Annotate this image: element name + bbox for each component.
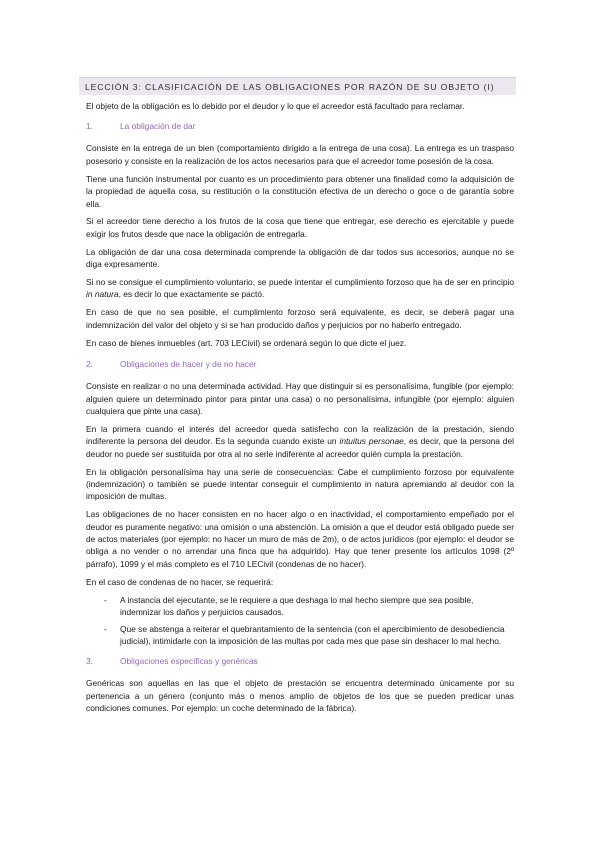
dash-marker: - [104,623,107,634]
document-body [86,100,514,720]
intro-paragraph: El objeto de la obligación es lo debido por el deudor y lo que el acreedor está facultado para reclamar. [86,101,465,111]
section-heading-1 [86,120,514,132]
list-item [104,623,514,648]
italic-term: intuitus personae [339,436,404,447]
italic-term: in natura [86,289,119,300]
dash-marker: - [104,594,107,605]
paragraph: Si el acreedor tiene derecho a los frutos de la cosa que tiene que entregar, ese derecho es ejercitable y puede exigir los frutos desde que nace la obligación de entregarla. [86,216,514,239]
paragraph: En caso de bienes inmuebles (art. 703 LECivil) se ordenará según lo que dicte el juez. [86,337,407,348]
section-number: 1. [86,121,93,132]
section-heading-2 [86,358,514,370]
paragraph: En el caso de condenas de no hacer, se requerirá: [86,576,274,587]
paragraph: Las obligaciones de no hacer consisten en no hacer algo o en inactividad, el comportamiento empeñado por el deudor es puramente negativo: una omisión o una abstención. La omisión a que el deudor está obligado puede ser de actos materiales (por ejemplo: no hacer un muro de más de 2m), o de actos jurídicos (por ejemplo: el deudor se obliga a no vender o no arrendar una finca que ha adquirido). Hay que tener presente los artículos 1098 (2º párrafo), 1099 y el más completo es el 710 LECivil (condenas de no hacer). [86,509,514,569]
paragraph [86,423,514,460]
section-title: Obligaciones específicas y genéricas [120,656,258,667]
paragraph: En caso de que no sea posible, el cumplimiento forzoso será equivalente, es decir, se deberá pagar una indemnización del valor del objeto y si se han producido daños y perjuicios por no haberlo entregado. [86,307,514,330]
text-run: , es decir lo que exactamente se pactó. [118,289,265,300]
paragraph: Consiste en la entrega de un bien (comportamiento dirigido a la entrega de una cosa). La entrega es un traspaso posesorio y consiste en la realización de los actos necesarios para que el acreedor tome posesión de la cosa. [86,143,514,166]
paragraph: Genéricas son aquellas en las que el objeto de prestación se encuentra determinado únicamente por su pertenencia a un género (conjunto más o menos amplio de objetos de los que se pueden predicar unas condiciones comunes. Por ejemplo: un coche determinado de la fábrica). [86,678,514,714]
section-heading-3 [86,655,514,667]
text-run: Si no se consigue el cumplimiento voluntario, se puede intentar el cumplimiento forzoso que ha de ser en principio [86,277,514,288]
paragraph: En la obligación personalísima hay una serie de consecuencias: Cabe el cumplimiento forzoso por equivalente (indemnización) o también se puede intentar conseguir el cumplimiento in natura apremiando al deudor con la imposición de multas. [86,466,514,502]
text-run: , es decir, que la persona del deudor no puede ser sustituida por otra al no serle indiferente al acreedor quién cumpla la prestación. [86,436,514,459]
paragraph: Tiene una función instrumental por cuanto es un procedimiento para obtener una finalidad como la adquisición de la propiedad de aquella cosa, su restitución o la constitución efectiva de un derecho o goce o de garantía sobre ella. [86,173,514,209]
section-number: 3. [86,656,93,667]
bullet-list [104,594,514,648]
section-number: 2. [86,359,93,370]
lesson-title: LECCIÓN 3: CLASIFICACIÓN DE LAS OBLIGACIONES POR RAZÓN DE SU OBJETO (I) [79,77,516,95]
text-run: En la primera cuando el interés del acreedor queda satisfecho con la realización de la prestación, siendo indiferente la persona del deudor. Es la segunda cuando existe un [86,423,514,447]
paragraph: La obligación de dar una cosa determinada comprende la obligación de dar todos sus accesorios, aunque no se diga expresamente. [86,246,514,270]
paragraph: Consiste en realizar o no una determinada actividad. Hay que distinguir si es personalísima, fungible (por ejemplo: alguien quiere un determinado pintor para pintar una casa) o no personalísima, infungible (por ejemplo: alguien cualquiera que pinte una casa). [86,381,514,416]
section-title: La obligación de dar [120,121,196,132]
list-item-text: A instancia del ejecutante, se le requiere a que deshaga lo mal hecho siempre que sea posible, indemnizar los daños y perjuicios causados. [120,594,474,618]
section-title: Obligaciones de hacer y de no hacer [120,359,257,370]
list-item [104,594,514,619]
paragraph [86,276,514,301]
list-item-text: Que se abstenga a reiterar el quebrantamiento de la sentencia (con el apercibimiento de desobediencia judicial), intimidarle con la imposición de las multas por cada mes que pase sin deshacer lo mal hecho. [120,623,505,646]
